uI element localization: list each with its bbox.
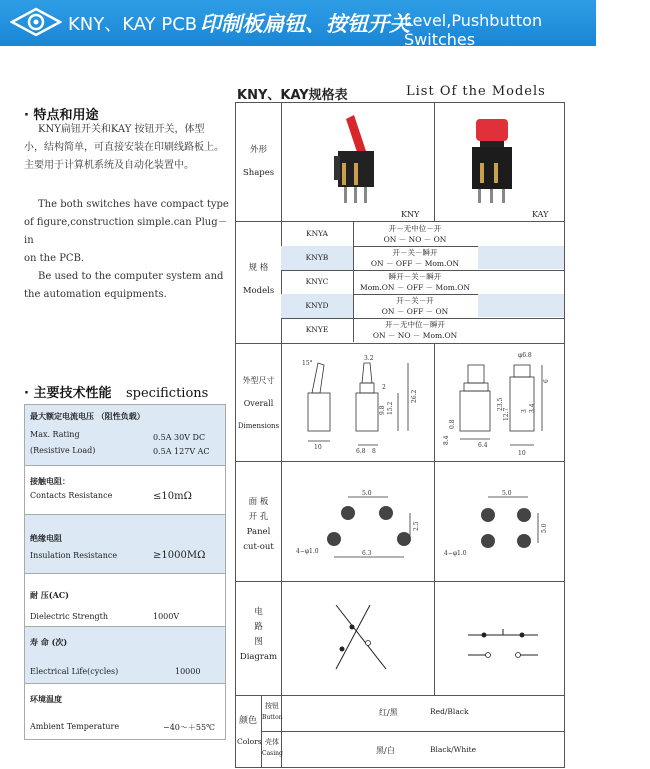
spec-row-rating: 最大额定电流电压 （阻性负载） Max. Rating 0.5A 30V DC (Resistive Load) 0.5A 127V AC <box>25 405 225 466</box>
dim-label: 3 <box>521 409 528 413</box>
casing-label: 壳体 Casing <box>262 738 283 757</box>
kay-dimension-drawing <box>438 349 558 461</box>
model-row-knyc: KNYC 瞬开－关－瞬开 Mom.ON － OFF － Mom.ON <box>281 270 564 295</box>
colors-label: 颜色 Colors <box>237 716 262 746</box>
models-label: 规 格 Models <box>242 263 275 296</box>
model-row-knya: KNYA 开－无中位－开 ON － NO － ON <box>281 222 564 247</box>
kny-circuit-diagram <box>306 597 416 677</box>
kny-caption: KNY <box>401 210 420 219</box>
dim-label: 10 <box>518 450 526 457</box>
spec-row-contact: 接触电阻： Contacts Resistance ≤10mΩ <box>25 466 225 515</box>
spec-row-dielectric: 耐 压(AC) Dielectric Strength 1000V <box>25 574 225 627</box>
button-color-en: Red/Black <box>430 707 469 716</box>
model-row-knyb: KNYB 开－关－瞬开 ON － OFF － Mom.ON <box>281 246 564 271</box>
cutout-label: 2.5 <box>413 521 420 531</box>
shapes-label: 外形 Shapes <box>242 145 275 178</box>
brand-line: KNY、KAY PCB <box>68 14 198 35</box>
model-row-knye: KNYE 开－无中位－瞬开 ON － NO － Mom.ON <box>281 318 564 344</box>
dim-label: φ6.8 <box>518 352 532 359</box>
button-color-cn: 红/黑 <box>379 708 398 717</box>
dim-label: 8.4 <box>443 435 450 445</box>
cutout-label: 5.0 <box>541 523 548 533</box>
features-cn-text: KNY扁钮开关和KAY 按钮开关，体型 小，结构简单，可直接安装在印刷线路板上。 主要用于计算机系统及自动化装置中。 <box>24 124 224 171</box>
casing-color-en: Black/White <box>430 745 477 754</box>
kny-panel-cutout-drawing <box>288 487 428 567</box>
models-table <box>235 102 565 768</box>
specs-table <box>24 404 226 740</box>
diagram-label: 电 路 图 Diagram <box>239 607 278 662</box>
title-chinese: 印制板扁钮、按钮开关 <box>200 12 410 36</box>
panel-cutout-label: 面 板 开 孔 Panel cut-out <box>243 497 274 552</box>
header-banner <box>0 0 596 49</box>
casing-color-cn: 黑/白 <box>376 746 395 755</box>
kay-switch-image <box>464 115 524 215</box>
dim-label: 12.7 <box>503 407 510 421</box>
dim-label: 3.4 <box>529 403 536 413</box>
kay-circuit-diagram <box>458 617 548 667</box>
specs-heading: · 主要技术性能 specifictions <box>24 386 209 401</box>
brand-logo-icon <box>10 7 62 37</box>
models-table-title-en: List Of the Models <box>406 84 546 99</box>
dimensions-label: 外型尺寸 Overall Dimensions <box>237 376 280 430</box>
dim-label: 0.8 <box>449 419 456 429</box>
kny-switch-image <box>324 111 394 211</box>
cutout-label: 6.3 <box>362 550 372 557</box>
models-table-title-cn: KNY、KAY规格表 <box>237 88 348 103</box>
dim-label: 23.5 <box>497 397 504 411</box>
dim-label: 26.2 <box>411 389 418 403</box>
spec-row-life: 寿 命 (次) Electrical Life(cycles) 10000 <box>25 627 225 684</box>
title-english: Level,Pushbutton Switches <box>404 11 543 49</box>
dim-label: 2 <box>382 384 386 391</box>
dim-label: 6.8 <box>356 448 366 455</box>
model-row-knyd: KNYD 开－关－开 ON － OFF － ON <box>281 294 564 319</box>
spec-row-insulation: 绝缘电阻 Insulation Resistance ≥1000MΩ <box>25 515 225 574</box>
dim-label: 9.8 <box>379 405 386 415</box>
dim-label: 15° <box>302 360 313 367</box>
cutout-label: 4−φ1.0 <box>444 550 467 557</box>
button-label: 按钮 Button <box>262 702 283 721</box>
dim-label: 6.4 <box>478 442 488 449</box>
features-en-text: The both switches have compact type of figure,construction simple.can Plug－in on the PCB. Be used to the computer system and the automation equipments. <box>24 199 229 300</box>
dim-label: 10 <box>314 444 322 451</box>
features-heading: · 特点和用途 <box>24 108 99 123</box>
kny-dimension-drawing <box>288 353 428 461</box>
cutout-label: 5.0 <box>362 490 372 497</box>
dim-label: 8 <box>372 448 376 455</box>
kay-panel-cutout-drawing <box>438 487 558 567</box>
cutout-label: 4−φ1.0 <box>296 548 319 555</box>
kay-caption: KAY <box>532 210 549 219</box>
dim-label: 6 <box>543 379 550 383</box>
dim-label: 3.2 <box>364 355 374 362</box>
col-divider <box>434 343 435 695</box>
dim-label: 15.2 <box>387 401 394 415</box>
cutout-label: 5.0 <box>502 490 512 497</box>
spec-row-temperature: 环境温度 Ambient Temperature −40～＋55℃ <box>30 694 216 732</box>
